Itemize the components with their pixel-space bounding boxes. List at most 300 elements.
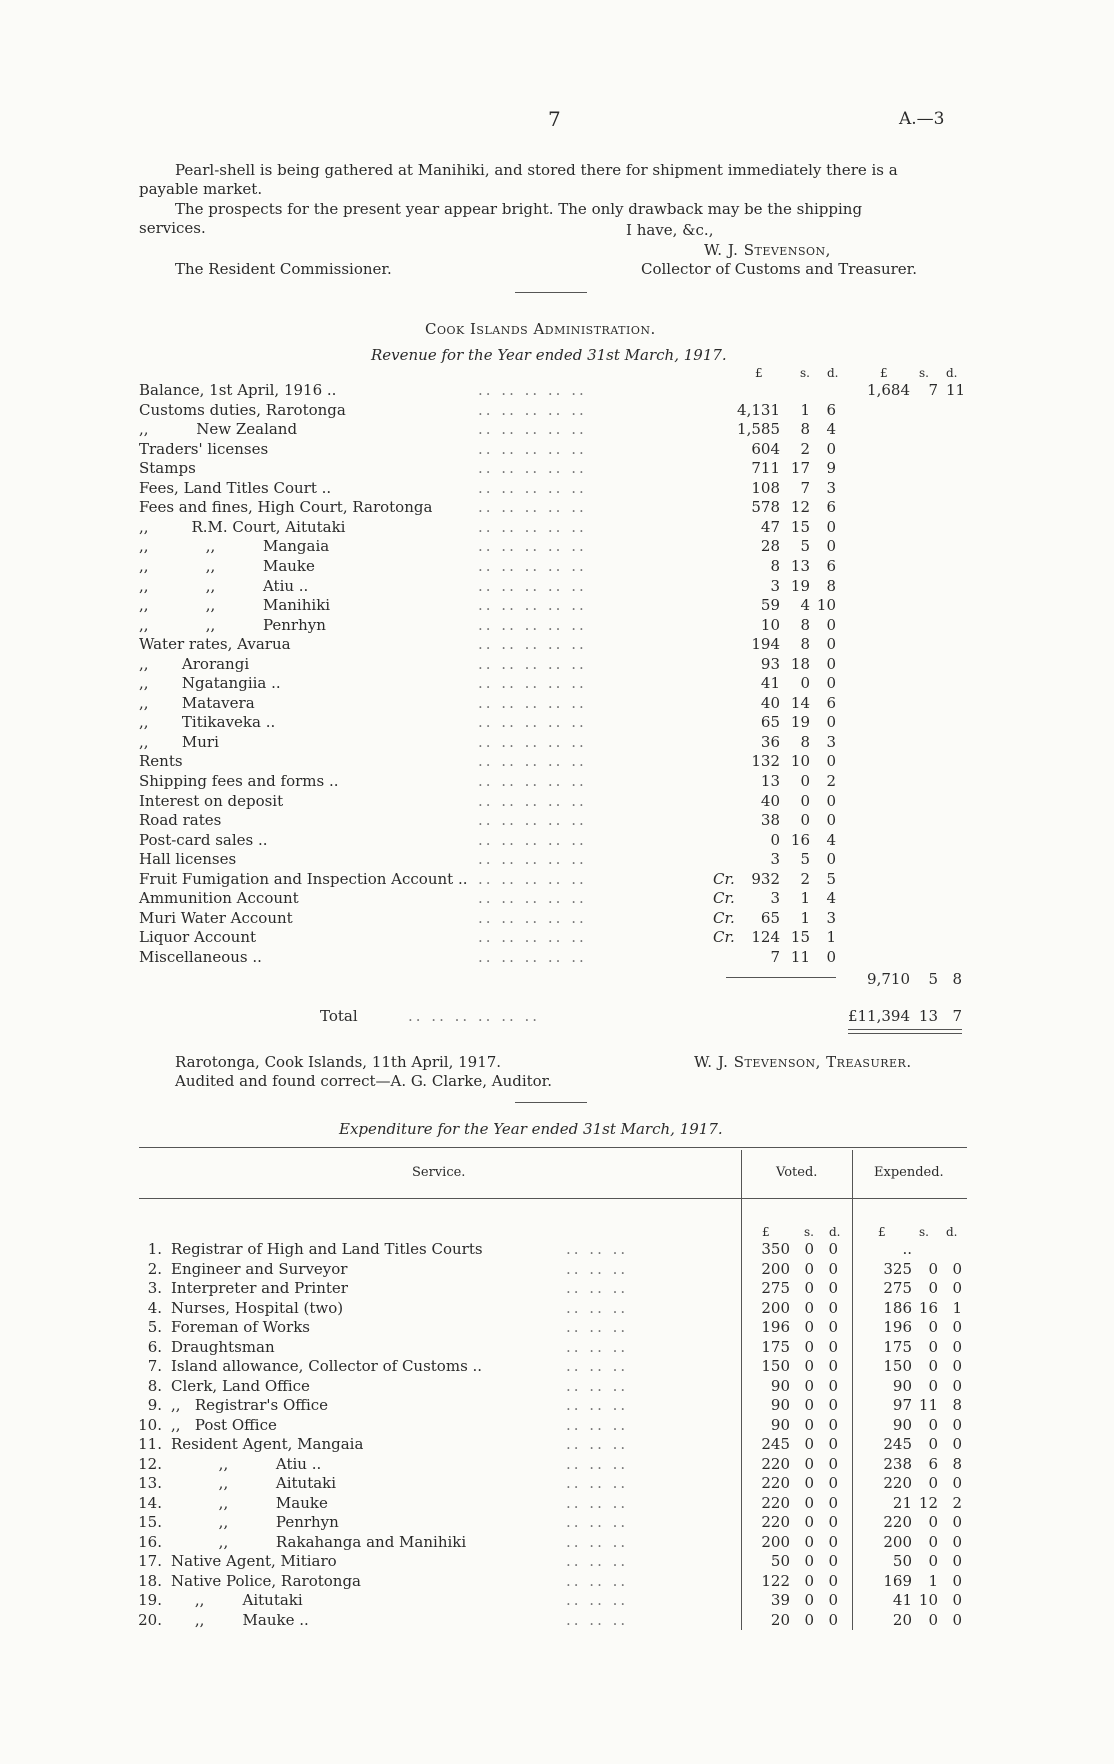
amount-pounds: 3 (770, 850, 780, 869)
service-label: ,, Post Office (171, 1415, 277, 1434)
amount-shillings: 1 (800, 400, 810, 419)
voted-pence: 0 (828, 1513, 838, 1531)
total-double-rule (848, 1029, 962, 1030)
amount-shillings: 0 (800, 811, 810, 830)
revenue-total: Total .. .. .. .. .. .. £11,394 13 7 (320, 1007, 962, 1025)
service-label: Engineer and Surveyor (171, 1259, 348, 1278)
voted-pence: 0 (828, 1591, 838, 1609)
voted-pence: 0 (828, 1415, 838, 1434)
amount-pence: 1 (826, 928, 836, 947)
leader-dots: .. .. .. .. .. (478, 674, 587, 693)
amount-pounds: 3 (770, 576, 780, 595)
voted-pence: 0 (828, 1279, 838, 1297)
amount-shillings: 5 (800, 537, 810, 556)
item-number: 11. (138, 1435, 162, 1453)
revenue-row (0, 479, 1114, 497)
amount-pence: 3 (826, 732, 836, 751)
signatory-title: Collector of Customs and Treasurer. (641, 260, 917, 278)
expended-shillings: 1 (928, 1571, 938, 1590)
leader-dots: .. .. .. .. .. (478, 478, 587, 497)
expended-pounds: 50 (892, 1552, 912, 1570)
leader-dots: .. .. .. (566, 1240, 629, 1258)
leader-dots: .. .. .. (566, 1396, 629, 1414)
expended-pounds: 196 (883, 1318, 912, 1336)
voted-pounds: 200 (761, 1259, 790, 1278)
row-label: Fees, Land Titles Court .. (139, 478, 332, 497)
expended-shillings: 16 (918, 1298, 938, 1317)
voted-pounds: 90 (770, 1415, 790, 1434)
amount-pounds: 1,585 (737, 420, 780, 439)
column-header-voted: Voted. (776, 1165, 818, 1180)
leader-dots: .. .. .. (566, 1591, 629, 1609)
amount-pounds: 93 (760, 654, 780, 673)
voted-pounds: 90 (770, 1396, 790, 1414)
revenue-row (0, 381, 1114, 399)
amount-shillings: 15 (790, 517, 810, 536)
revenue-row (0, 928, 1114, 946)
column-header-service: Service. (412, 1165, 466, 1180)
expended-pence: 0 (952, 1571, 962, 1590)
leader-dots: .. .. .. (566, 1454, 629, 1473)
voted-pounds: 175 (761, 1337, 790, 1356)
expended-pence: 0 (952, 1552, 962, 1570)
expended-pounds: 21 (892, 1493, 912, 1512)
amount-pence: 6 (826, 693, 836, 712)
voted-pence: 0 (828, 1474, 838, 1492)
expended-pounds: 186 (883, 1298, 912, 1317)
expended-shillings: 0 (928, 1435, 938, 1453)
service-label: Registrar of High and Land Titles Courts (171, 1240, 483, 1258)
expended-shillings: 6 (928, 1454, 938, 1473)
expended-pounds: 150 (883, 1357, 912, 1375)
row-label: Post-card sales .. (139, 830, 268, 849)
voted-shillings: 0 (804, 1610, 814, 1629)
expended-pence: 0 (952, 1337, 962, 1356)
amount-shillings: 0 (800, 674, 810, 693)
credit-mark: Cr. (713, 889, 735, 908)
document-reference: A.—3 (899, 109, 945, 129)
amount-shillings: 11 (790, 947, 810, 966)
treasurer-signature: W. J. Stevenson, Treasurer. (694, 1053, 912, 1071)
leader-dots: .. .. .. .. .. (478, 791, 587, 810)
item-number: 19. (138, 1591, 162, 1609)
total-double-rule (848, 1033, 962, 1034)
voted-pounds: 275 (761, 1279, 790, 1297)
voted-pounds: 20 (770, 1610, 790, 1629)
revenue-row (0, 694, 1114, 712)
leader-dots: .. .. .. (566, 1259, 629, 1278)
amount-pence: 0 (826, 654, 836, 673)
amount-pounds: 38 (760, 811, 780, 830)
amount-pounds: 578 (751, 498, 780, 517)
leader-dots: .. .. .. (566, 1279, 629, 1297)
amount-pence: 2 (826, 772, 836, 790)
row-label: ,, Arorangi (139, 654, 250, 673)
voted-pence: 0 (828, 1240, 838, 1258)
amount-pounds: 41 (760, 674, 780, 693)
voted-shillings: 0 (804, 1396, 814, 1414)
expended-pounds: 325 (883, 1259, 912, 1278)
expended-shillings: 0 (928, 1279, 938, 1297)
leader-dots: .. .. .. (566, 1610, 629, 1629)
expended-shillings: 0 (928, 1337, 938, 1356)
amount-pence: 8 (826, 576, 836, 595)
expenditure-heading: Expenditure for the Year ended 31st March, 1917. (339, 1120, 723, 1138)
expended-pence: 0 (952, 1513, 962, 1531)
amount-shillings: 19 (790, 713, 810, 732)
voted-pence: 0 (828, 1610, 838, 1629)
expended-pence: 2 (952, 1493, 962, 1512)
row-label: Traders' licenses (139, 439, 269, 458)
amount-pence: 3 (826, 908, 836, 927)
table-top-rule (139, 1147, 967, 1148)
column-header-expended: Expended. (874, 1165, 944, 1180)
amount-pence: 0 (826, 791, 836, 810)
voted-shillings: 0 (804, 1298, 814, 1317)
leader-dots: .. .. .. .. .. (478, 908, 587, 927)
leader-dots: .. .. .. (566, 1513, 629, 1531)
revenue-row (0, 616, 1114, 634)
expended-pence: 0 (952, 1591, 962, 1609)
leader-dots: .. .. .. (566, 1415, 629, 1434)
revenue-subtotal: 9,710 5 8 (867, 970, 962, 988)
amount-pence: 4 (826, 420, 836, 439)
section-divider (515, 292, 587, 293)
revenue-row (0, 733, 1114, 751)
leader-dots: .. .. .. (566, 1435, 629, 1453)
voted-shillings: 0 (804, 1259, 814, 1278)
amount-pounds: 932 (751, 869, 780, 888)
amount-pounds: 124 (751, 928, 780, 947)
leader-dots: .. .. .. .. .. (478, 498, 587, 517)
amount-pounds: 65 (760, 713, 780, 732)
expended-pence: 8 (952, 1396, 962, 1414)
expenditure-row (0, 1240, 1114, 1258)
revenue-row (0, 870, 1114, 888)
auditor-note: Audited and found correct—A. G. Clarke, Auditor. (175, 1072, 552, 1090)
expenditure-row (0, 1591, 1114, 1609)
amount-shillings: 13 (790, 556, 810, 575)
expended-pence: 0 (952, 1474, 962, 1492)
leader-dots: .. .. .. .. .. (478, 635, 587, 654)
item-number: 4. (147, 1298, 162, 1317)
voted-shillings: 0 (804, 1337, 814, 1356)
expended-pence: 0 (952, 1415, 962, 1434)
amount-pounds: 711 (751, 459, 780, 478)
amount-shillings: 0 (800, 791, 810, 810)
expended-pence: 0 (952, 1610, 962, 1629)
item-number: 8. (147, 1376, 162, 1395)
balance-pence: 11 (946, 381, 966, 399)
amount-pence: 0 (826, 537, 836, 556)
leader-dots: .. .. .. .. .. (478, 537, 587, 556)
section-divider (515, 1102, 587, 1103)
expended-shillings: 12 (918, 1493, 938, 1512)
amount-pence: 0 (826, 615, 836, 634)
leader-dots: .. .. .. .. .. (478, 869, 587, 888)
row-label: Muri Water Account (139, 908, 293, 927)
addressee: The Resident Commissioner. (175, 260, 392, 278)
voted-pounds: 220 (761, 1454, 790, 1473)
voted-shillings: 0 (804, 1493, 814, 1512)
row-label: ,, R.M. Court, Aitutaki (139, 517, 346, 536)
expended-pounds: 97 (892, 1396, 912, 1414)
amount-shillings: 14 (790, 693, 810, 712)
item-number: 18. (138, 1571, 162, 1590)
expenditure-row (0, 1474, 1114, 1492)
revenue-row (0, 440, 1114, 458)
revenue-subheading: Revenue for the Year ended 31st March, 1917. (371, 346, 727, 364)
voted-shillings: 0 (804, 1240, 814, 1258)
item-number: 1. (147, 1240, 162, 1258)
amount-shillings: 16 (790, 830, 810, 849)
expenditure-row (0, 1377, 1114, 1395)
voted-pounds: 200 (761, 1532, 790, 1551)
amount-shillings: 15 (790, 928, 810, 947)
leader-dots: .. .. .. .. .. (478, 752, 587, 771)
amount-pence: 0 (826, 517, 836, 536)
expended-pounds: 20 (892, 1610, 912, 1629)
credit-mark: Cr. (713, 908, 735, 927)
row-label: Hall licenses (139, 850, 237, 869)
expended-shillings: 0 (928, 1532, 938, 1551)
expended-pounds: 220 (883, 1513, 912, 1531)
item-number: 10. (138, 1415, 162, 1434)
expended-pounds: 200 (883, 1532, 912, 1551)
amount-pence: 0 (826, 850, 836, 869)
balance-shillings: 7 (928, 381, 938, 399)
revenue-row (0, 557, 1114, 575)
row-label: ,, Ngatangiia .. (139, 674, 281, 693)
leader-dots: .. .. .. (566, 1337, 629, 1356)
amount-pounds: 194 (751, 635, 780, 654)
row-label: ,, Titikaveka .. (139, 713, 276, 732)
amount-pounds: 132 (751, 752, 780, 771)
leader-dots: .. .. .. .. .. (478, 517, 587, 536)
amount-shillings: 8 (800, 635, 810, 654)
service-label: Resident Agent, Mangaia (171, 1435, 364, 1453)
amount-shillings: 0 (800, 772, 810, 790)
expended-shillings: 0 (928, 1552, 938, 1570)
leader-dots: .. .. .. .. .. (478, 693, 587, 712)
balance-pounds: 1,684 (867, 381, 910, 399)
service-label: Island allowance, Collector of Customs .. (171, 1357, 483, 1375)
leader-dots: .. .. .. .. .. (478, 439, 587, 458)
revenue-row (0, 772, 1114, 790)
amount-pounds: 3 (770, 889, 780, 908)
leader-dots: .. .. .. (566, 1298, 629, 1317)
voted-pounds: 196 (761, 1318, 790, 1336)
voted-shillings: 0 (804, 1376, 814, 1395)
leader-dots: .. .. .. (566, 1571, 629, 1590)
revenue-column-heads: £ s. d. £ s. d. (755, 366, 958, 380)
amount-pounds: 59 (760, 596, 780, 615)
leader-dots: .. .. .. .. .. (478, 713, 587, 732)
amount-shillings: 8 (800, 615, 810, 634)
expended-pence: 0 (952, 1376, 962, 1395)
voted-pence: 0 (828, 1318, 838, 1336)
voted-pence: 0 (828, 1532, 838, 1551)
expended-pounds: 238 (883, 1454, 912, 1473)
voted-pence: 0 (828, 1435, 838, 1453)
expended-pounds: 175 (883, 1337, 912, 1356)
voted-shillings: 0 (804, 1591, 814, 1609)
amount-shillings: 5 (800, 850, 810, 869)
amount-pence: 4 (826, 889, 836, 908)
voted-pounds: 122 (761, 1571, 790, 1590)
amount-pounds: 47 (760, 517, 780, 536)
row-label: Ammunition Account (139, 889, 299, 908)
row-label: Stamps (139, 459, 196, 478)
item-number: 15. (138, 1513, 162, 1531)
revenue-row (0, 596, 1114, 614)
amount-pounds: 65 (760, 908, 780, 927)
leader-dots: .. .. .. .. .. (478, 928, 587, 947)
revenue-heading: Cook Islands Administration. (425, 320, 656, 338)
amount-pounds: 7 (770, 947, 780, 966)
revenue-row (0, 850, 1114, 868)
revenue-row (0, 577, 1114, 595)
amount-pounds: 40 (760, 791, 780, 810)
expended-shillings: 0 (928, 1610, 938, 1629)
amount-shillings: 8 (800, 420, 810, 439)
amount-shillings: 1 (800, 908, 810, 927)
amount-pence: 4 (826, 830, 836, 849)
expended-pounds: 275 (883, 1279, 912, 1297)
revenue-row (0, 655, 1114, 673)
voted-pence: 0 (828, 1357, 838, 1375)
amount-pounds: 28 (760, 537, 780, 556)
credit-mark: Cr. (713, 928, 735, 947)
voted-pounds: 39 (770, 1591, 790, 1609)
leader-dots: .. .. .. .. .. (478, 811, 587, 830)
signatory-name: W. J. Stevenson, (704, 241, 831, 259)
leader-dots: .. .. .. .. .. (478, 772, 587, 790)
voted-pence: 0 (828, 1493, 838, 1512)
page-number: 7 (548, 107, 561, 131)
expended-pounds: 41 (892, 1591, 912, 1609)
expended-shillings: 0 (928, 1318, 938, 1336)
service-label: ,, Aitutaki (171, 1474, 337, 1492)
row-label: Liquor Account (139, 928, 257, 947)
item-number: 14. (138, 1493, 162, 1512)
amount-pounds: 0 (770, 830, 780, 849)
expenditure-row (0, 1299, 1114, 1317)
amount-pounds: 10 (760, 615, 780, 634)
expended-pence: 0 (952, 1259, 962, 1278)
amount-shillings: 12 (790, 498, 810, 517)
voted-pence: 0 (828, 1259, 838, 1278)
expenditure-row (0, 1572, 1114, 1590)
amount-pence: 5 (826, 869, 836, 888)
expenditure-row (0, 1435, 1114, 1453)
amount-pence: 6 (826, 556, 836, 575)
item-number: 16. (138, 1532, 162, 1551)
item-number: 7. (147, 1357, 162, 1375)
place-date: Rarotonga, Cook Islands, 11th April, 1917. (175, 1053, 502, 1071)
expended-pounds: .. (902, 1240, 912, 1258)
voted-shillings: 0 (804, 1357, 814, 1375)
expended-shillings: 0 (928, 1376, 938, 1395)
closing-line: I have, &c., (626, 221, 714, 239)
leader-dots: .. .. .. (566, 1318, 629, 1336)
amount-pounds: 604 (751, 439, 780, 458)
expenditure-row (0, 1416, 1114, 1434)
amount-pounds: 8 (770, 556, 780, 575)
amount-shillings: 17 (790, 459, 810, 478)
voted-pence: 0 (828, 1571, 838, 1590)
amount-pounds: 36 (760, 732, 780, 751)
revenue-row (0, 889, 1114, 907)
amount-pounds: 40 (760, 693, 780, 712)
item-number: 2. (147, 1259, 162, 1278)
amount-pence: 0 (826, 811, 836, 830)
row-label: ,, ,, Penrhyn (139, 615, 326, 634)
expended-pence: 0 (952, 1532, 962, 1551)
amount-shillings: 8 (800, 732, 810, 751)
intro-paragraph-line: Pearl-shell is being gathered at Manihiki, and stored there for shipment immediately there is a (175, 161, 898, 179)
amount-pence: 0 (826, 752, 836, 771)
row-label: ,, Muri (139, 732, 219, 751)
voted-shillings: 0 (804, 1532, 814, 1551)
service-label: ,, Registrar's Office (171, 1396, 329, 1414)
revenue-row (0, 811, 1114, 829)
voted-pence: 0 (828, 1376, 838, 1395)
service-label: Interpreter and Printer (171, 1279, 348, 1297)
revenue-row (0, 537, 1114, 555)
revenue-row (0, 948, 1114, 966)
expenditure-row (0, 1260, 1114, 1278)
revenue-row (0, 909, 1114, 927)
leader-dots: .. .. .. (566, 1552, 629, 1570)
leader-dots: .. .. .. .. .. (478, 556, 587, 575)
amount-pence: 0 (826, 635, 836, 654)
voted-pence: 0 (828, 1337, 838, 1356)
amount-pence: 10 (816, 596, 836, 615)
revenue-row (0, 635, 1114, 653)
item-number: 12. (138, 1454, 162, 1473)
revenue-row (0, 674, 1114, 692)
item-number: 17. (138, 1552, 162, 1570)
service-label: Nurses, Hospital (two) (171, 1298, 344, 1317)
expended-pence: 1 (952, 1298, 962, 1317)
expended-pence: 8 (952, 1454, 962, 1473)
revenue-row (0, 459, 1114, 477)
item-number: 6. (147, 1337, 162, 1356)
leader-dots: .. .. .. .. .. (478, 596, 587, 615)
row-label: Fruit Fumigation and Inspection Account .. (139, 869, 468, 888)
amount-shillings: 19 (790, 576, 810, 595)
leader-dots: .. .. .. .. .. (478, 381, 587, 399)
row-label: Road rates (139, 811, 222, 830)
voted-pounds: 220 (761, 1493, 790, 1512)
service-label: ,, Mauke (171, 1493, 328, 1512)
amount-shillings: 18 (790, 654, 810, 673)
amount-pence: 9 (826, 459, 836, 478)
item-number: 13. (138, 1474, 162, 1492)
amount-shillings: 4 (800, 596, 810, 615)
voted-shillings: 0 (804, 1435, 814, 1453)
revenue-row (0, 420, 1114, 438)
voted-shillings: 0 (804, 1279, 814, 1297)
expended-shillings: 11 (918, 1396, 938, 1414)
voted-shillings: 0 (804, 1552, 814, 1570)
amount-pence: 0 (826, 439, 836, 458)
amount-pounds: 108 (751, 478, 780, 497)
service-label: ,, Mauke .. (171, 1610, 309, 1629)
voted-pounds: 220 (761, 1474, 790, 1492)
expended-pounds: 245 (883, 1435, 912, 1453)
